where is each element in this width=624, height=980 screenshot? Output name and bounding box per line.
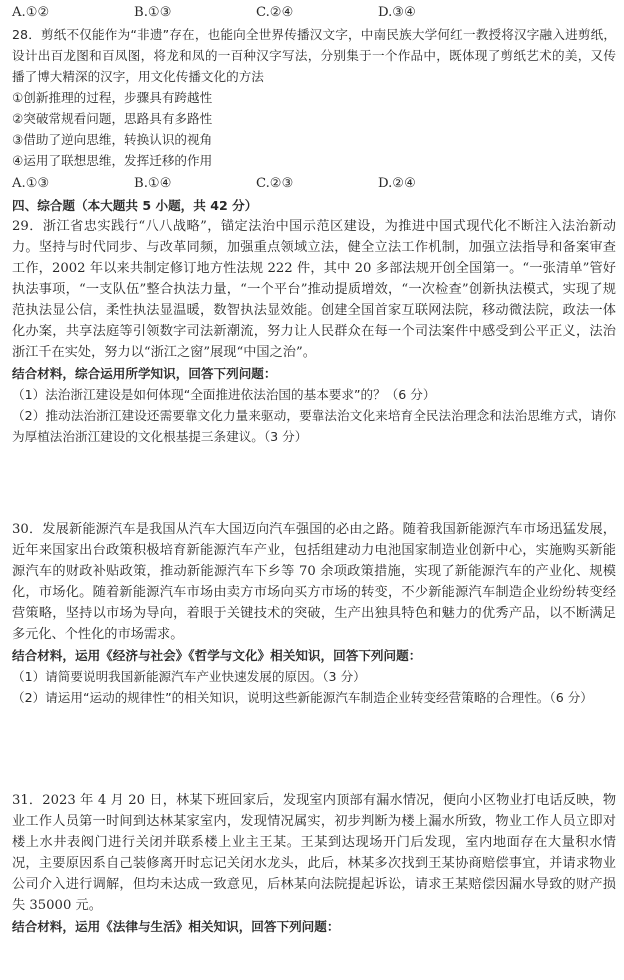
q28-stem: 28．剪纸不仅能作为“非遗”存在，也能向全世界传播汉文字，中南民族大学何红一教授将汉字融入进剪纸，设计出百龙图和百凤图，将龙和凤的一百种汉字写法，分别集于一个作品中，既体现了剪纸艺术的美，又传播了博大精深的汉字，用文化传播文化的方法: [12, 27, 616, 84]
top-options: [12, 2, 616, 24]
exam-page: [12, 0, 616, 937]
option-d: D.③④: [378, 5, 416, 20]
q30-material: 30．发展新能源汽车是我国从汽车大国迈向汽车强国的必由之路。随着我国新能源汽车市场迅猛发展，近年来国家出台政策积极培育新能源汽车产业，包括组建动力电池国家制造业创新中心，实施购买新能源汽车的财政补贴政策，推动新能源汽车下乡等 70 余项政策措施，实现了新能源汽车的产业化、规模化，市场化。随着新能源汽车市场由卖方市场向买方市场的转变，不少新能源汽车制造企业纷纷转变经营策略，坚持以市场为导向，着眼于关键技术的突破，生产出独具特色和魅力的优秀产品，以不断满足多元化、个性化的市场需求。: [12, 522, 616, 642]
q28-item-2: ②突破常规看问题，思路具有多路性: [12, 111, 213, 126]
q28-options: [12, 173, 616, 195]
q28-option-d: D.②④: [378, 176, 416, 191]
q29-question-2: （2）推动法治浙江建设还需要靠文化力量来驱动，要靠法治文化来培育全民法治理念和法治思维方式，请你为厚植法治浙江建设的文化根基提三条建议。（3 分）: [12, 408, 616, 444]
q29-question-1: （1）法治浙江建设是如何体现“全面推进依法治国的基本要求”的？（6 分）: [12, 387, 436, 402]
section-heading: 四、综合题（本大题共 5 小题，共 42 分）: [12, 198, 258, 213]
option-a: A.①②: [12, 5, 50, 20]
q30-prompt: 结合材料，运用《经济与社会》《哲学与文化》相关知识，回答下列问题：: [12, 648, 422, 663]
q28-option-b: B.①④: [134, 176, 172, 191]
q31-material: 31．2023 年 4 月 20 日，林某下班回家后，发现室内顶部有漏水情况，便向小区物业打电话反映，物业工作人员第一时间到达林某家室内，发现情况属实，初步判断为楼上漏水所致，物业工作人员立即对楼上水井表阀门进行关闭并联系楼上业主王某。王某到达现场开门后发现，室内地面存在大量积水情况，主要原因系自己装修离开时忘记关闭水龙头，此后，林某多次找到王某协商赔偿事宜，并请求物业公司介入进行调解，但均未达成一致意见，后林某向法院提起诉讼，请求王某赔偿因漏水导致的财产损失 35000 元。: [12, 793, 616, 913]
q28-option-c: C.②③: [256, 176, 294, 191]
answer-space: [12, 708, 616, 790]
option-b: B.①③: [134, 5, 172, 20]
q28-item-4: ④运用了联想思维，发挥迁移的作用: [12, 153, 213, 168]
q31-prompt: 结合材料，运用《法律与生活》相关知识，回答下列问题：: [12, 919, 340, 934]
q30-question-1: （1）请简要说明我国新能源汽车产业快速发展的原因。（3 分）: [12, 669, 366, 684]
q28-item-1: ①创新推理的过程，步骤具有跨越性: [12, 90, 213, 105]
q29-prompt: 结合材料，综合运用所学知识，回答下列问题：: [12, 366, 277, 381]
q30-question-2: （2）请运用“运动的规律性”的相关知识，说明这些新能源汽车制造企业转变经营策略的合理性。（6 分）: [12, 690, 593, 705]
q28-option-a: A.①③: [12, 176, 50, 191]
answer-space: [12, 447, 616, 519]
q29-material: 29．浙江省忠实践行“八八战略”，锚定法治中国示范区建设，为推进中国式现代化不断注入法治新动力。坚持与时代同步、与改革同频，加强重点领域立法，健全立法工作机制，加强立法指导和备案审查工作，2002 年以来共制定修订地方性法规 222 件，其中 20 多部法规开创全国第一。“一张清单”管好执法事项，“一支队伍”整合执法力量，“一个平台”推动提质增效，“一次检查”创新执法模式，实现了规范执法显公信，柔性执法显温暖，数智执法显效能。创建全国首家互联网法院，移动微法院，政法一体化办案，共享法庭等引领数字司法新潮流，努力让人民群众在每一个司法案件中感受到公平正义，法治浙江千在实处，努力以“浙江之窗”展现“中国之治”。: [12, 219, 616, 360]
q28-item-3: ③借助了逆向思维，转换认识的视角: [12, 132, 213, 147]
option-c: C.②④: [256, 5, 294, 20]
